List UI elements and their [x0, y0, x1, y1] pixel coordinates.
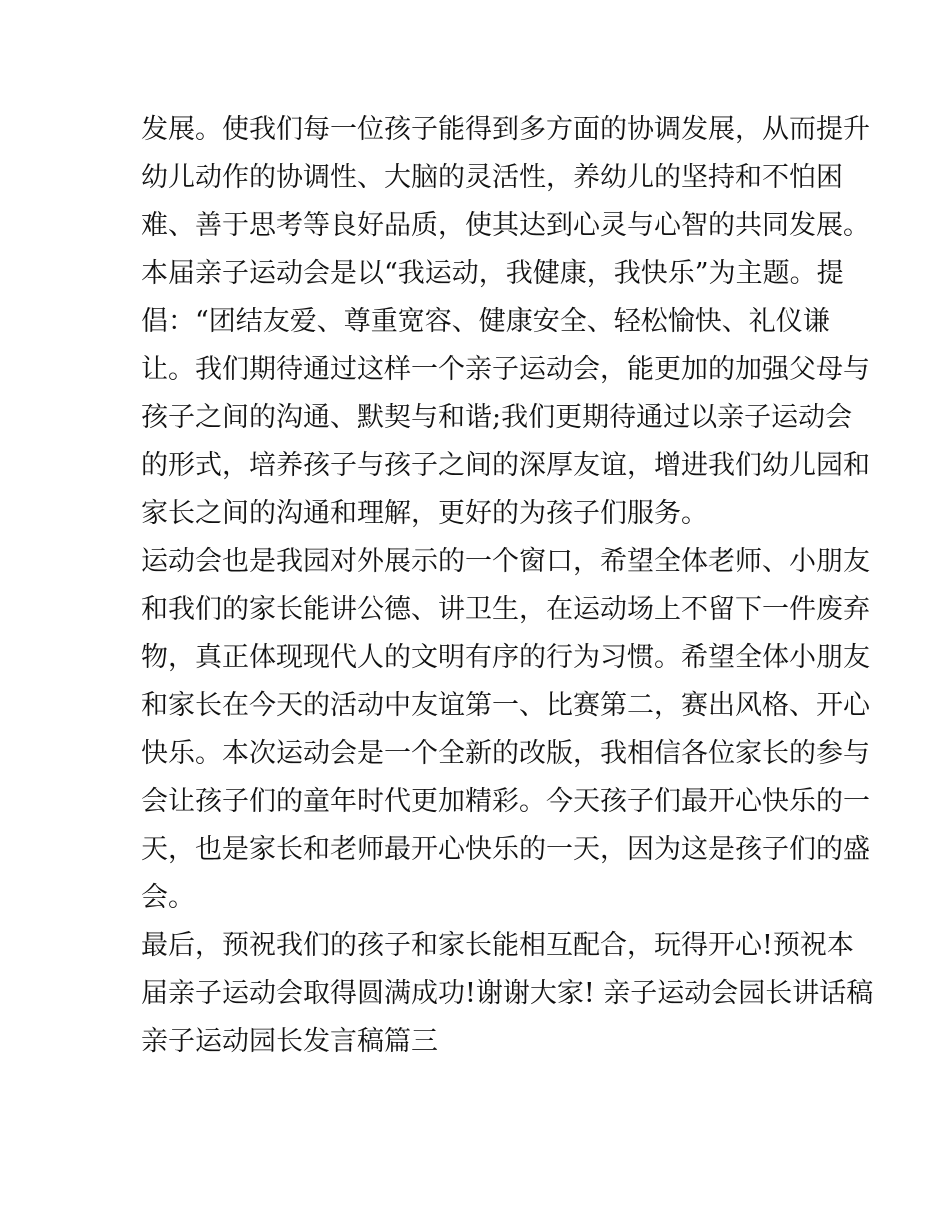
- text-line: 会。: [141, 882, 195, 913]
- text-line: 难、善于思考等良好品质，使其达到心灵与心智的共同发展。: [141, 210, 870, 241]
- text-line: 倡：“团结友爱、尊重宽容、健康安全、轻松愉快、礼仪谦: [141, 306, 830, 337]
- text-line: 天，也是家长和老师最开心快乐的一天，因为这是孩子们的盛: [141, 834, 870, 865]
- text-line: 的形式，培养孩子与孩子之间的深厚友谊，增进我们幼儿园和: [141, 450, 870, 481]
- text-line: 本届亲子运动会是以“我运动，我健康，我快乐”为主题。提: [141, 258, 844, 289]
- body-text: [141, 106, 874, 1066]
- text-line: 运动会也是我园对外展示的一个窗口，希望全体老师、小朋友: [141, 546, 870, 577]
- text-line: 家长之间的沟通和理解，更好的为孩子们服务。: [141, 498, 708, 529]
- text-line: 快乐。本次运动会是一个全新的改版，我相信各位家长的参与: [141, 738, 870, 769]
- text-line: 会让孩子们的童年时代更加精彩。今天孩子们最开心快乐的一: [141, 786, 870, 817]
- text-line: 和我们的家长能讲公德、讲卫生，在运动场上不留下一件废弃: [141, 594, 870, 625]
- text-line: 最后，预祝我们的孩子和家长能相互配合，玩得开心!预祝本: [141, 930, 854, 961]
- text-line: 亲子运动园长发言稿篇三: [141, 1026, 438, 1057]
- text-line: 发展。使我们每一位孩子能得到多方面的协调发展，从而提升: [141, 114, 870, 145]
- text-line: 让。我们期待通过这样一个亲子运动会，能更加的加强父母与: [141, 354, 870, 385]
- text-line: 届亲子运动会取得圆满成功!谢谢大家! 亲子运动会园长讲话稿: [141, 978, 874, 1009]
- text-line: 和家长在今天的活动中友谊第一、比赛第二，赛出风格、开心: [141, 690, 870, 721]
- text-line: 物，真正体现现代人的文明有序的行为习惯。希望全体小朋友: [141, 642, 870, 673]
- text-line: 孩子之间的沟通、默契与和谐;我们更期待通过以亲子运动会: [141, 402, 853, 433]
- text-line: 幼儿动作的协调性、大脑的灵活性，养幼儿的坚持和不怕困: [141, 162, 843, 193]
